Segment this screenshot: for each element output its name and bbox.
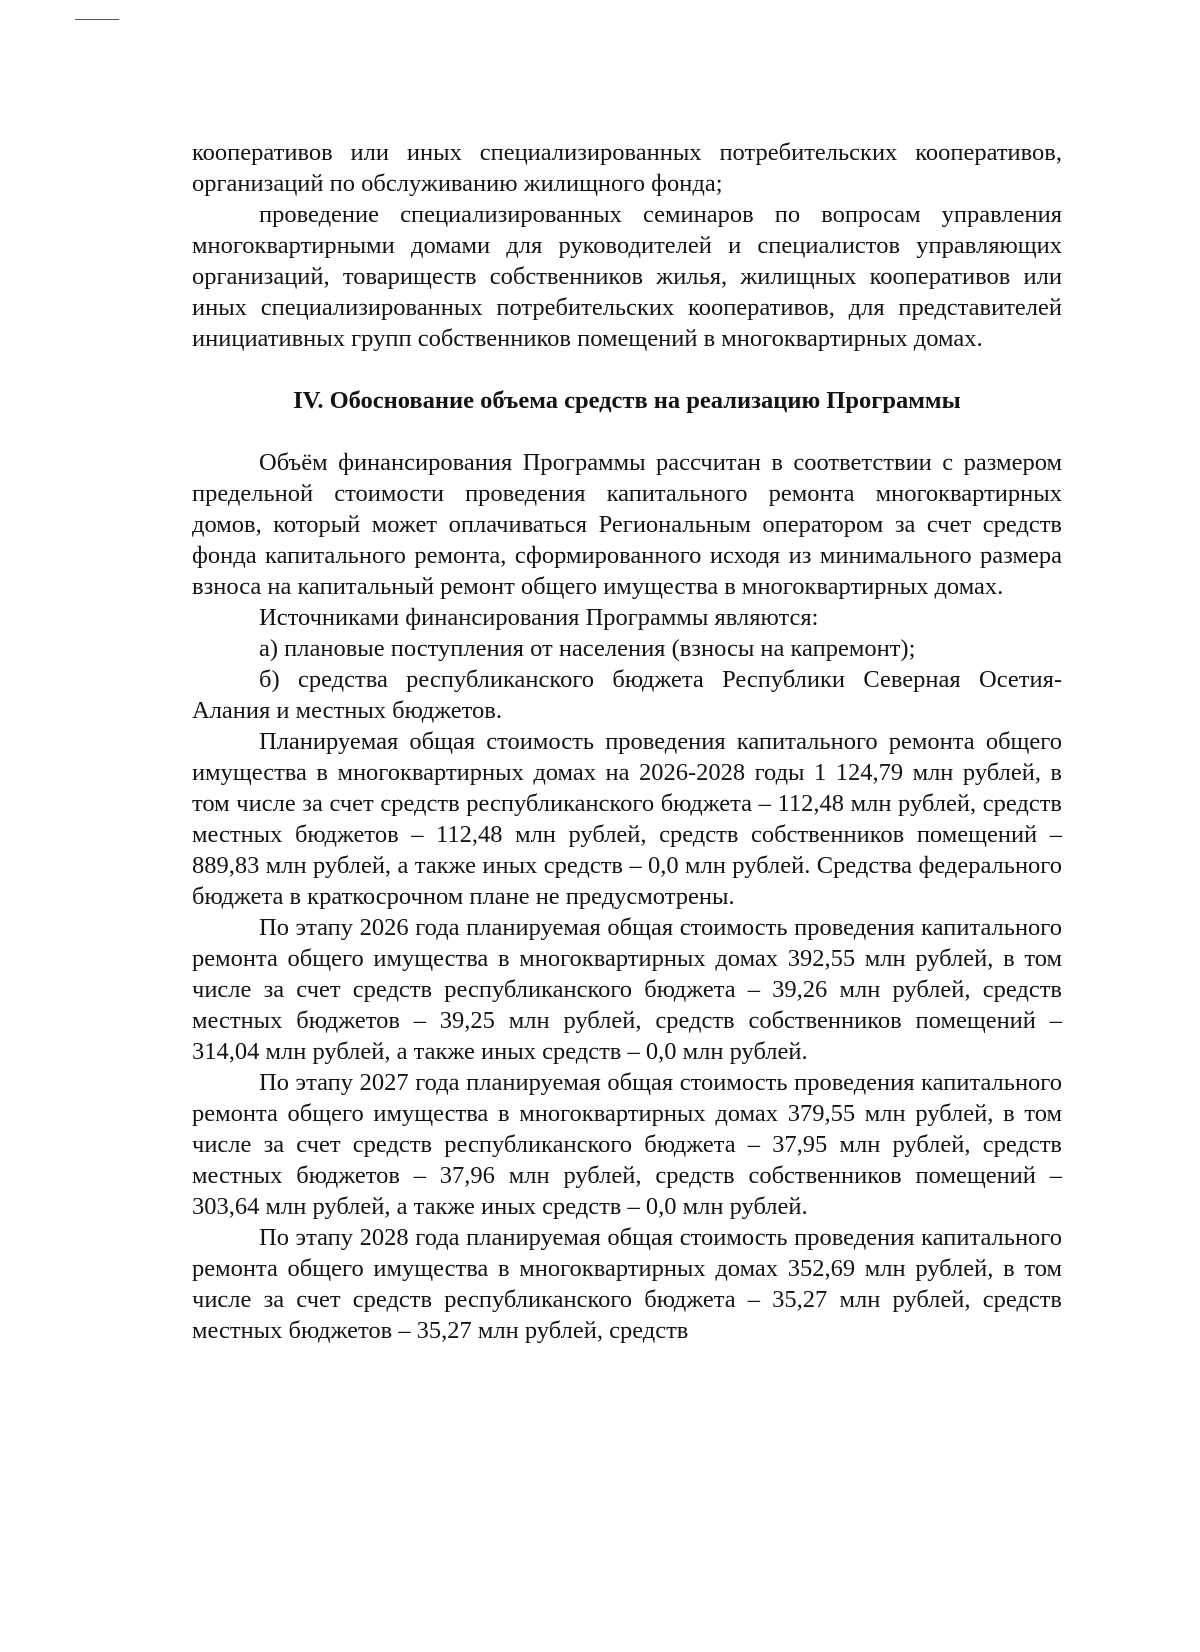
body-paragraph: По этапу 2028 года планируемая общая стоимость проведения капитального ремонта общего имущества в многоквартирных домах 352,69 млн рублей, в том числе за счет средств республиканского бюджета – 35,27 млн рублей, средств местных бюджетов – 35,27 млн рублей, средств <box>192 1224 1062 1344</box>
body-paragraph: По этапу 2027 года планируемая общая стоимость проведения капитального ремонта общего имущества в многоквартирных домах 379,55 млн рублей, в том числе за счет средств республиканского бюджета – 37,95 млн рублей, средств местных бюджетов – 37,96 млн рублей, средств собственников помещений – 303,64 млн рублей, а также иных средств – 0,0 млн рублей. <box>192 1069 1062 1220</box>
body-paragraph: По этапу 2026 года планируемая общая стоимость проведения капитального ремонта общего имущества в многоквартирных домах 392,55 млн рублей, в том числе за счет средств республиканского бюджета – 39,26 млн рублей, средств местных бюджетов – 39,25 млн рублей, средств собственников помещений – 314,04 млн рублей, а также иных средств – 0,0 млн рублей. <box>192 914 1062 1065</box>
body-paragraph: Объём финансирования Программы рассчитан в соответствии с размером предельной стоимости проведения капитального ремонта многоквартирных домов, который может оплачиваться Региональным оператором за счет средств фонда капитального ремонта, сформированного исходя из минимального размера взноса на капитальный ремонт общего имущества в многоквартирных домах. <box>192 449 1062 600</box>
body-paragraph: а) плановые поступления от населения (взносы на капремонт); <box>259 635 916 662</box>
continuation-paragraph: проведение специализированных семинаров по вопросам управления многоквартирными домами для руководителей и специалистов управляющих организаций, товариществ собственников жилья, жилищных кооперативов или иных специализированных потребительских кооперативов, для представителей инициативных групп собственников помещений в многоквартирных домах. <box>192 201 1062 352</box>
scan-artifact-line <box>75 19 119 20</box>
section-heading: IV. Обоснование объема средств на реализацию Программы <box>293 387 961 414</box>
body-paragraph: б) средства республиканского бюджета Республики Северная Осетия-Алания и местных бюджетов. <box>192 666 1062 724</box>
body-paragraph: Планируемая общая стоимость проведения капитального ремонта общего имущества в многоквартирных домах на 2026-2028 годы 1 124,79 млн рублей, в том числе за счет средств республиканского бюджета – 112,48 млн рублей, средств местных бюджетов – 112,48 млн рублей, средств собственников помещений – 889,83 млн рублей, а также иных средств – 0,0 млн рублей. Средства федерального бюджета в краткосрочном плане не предусмотрены. <box>192 728 1062 910</box>
document-body <box>192 137 1062 1346</box>
continuation-paragraph: кооперативов или иных специализированных потребительских кооперативов, организаций по обслуживанию жилищного фонда; <box>192 139 1062 197</box>
body-paragraph: Источниками финансирования Программы являются: <box>259 604 819 631</box>
